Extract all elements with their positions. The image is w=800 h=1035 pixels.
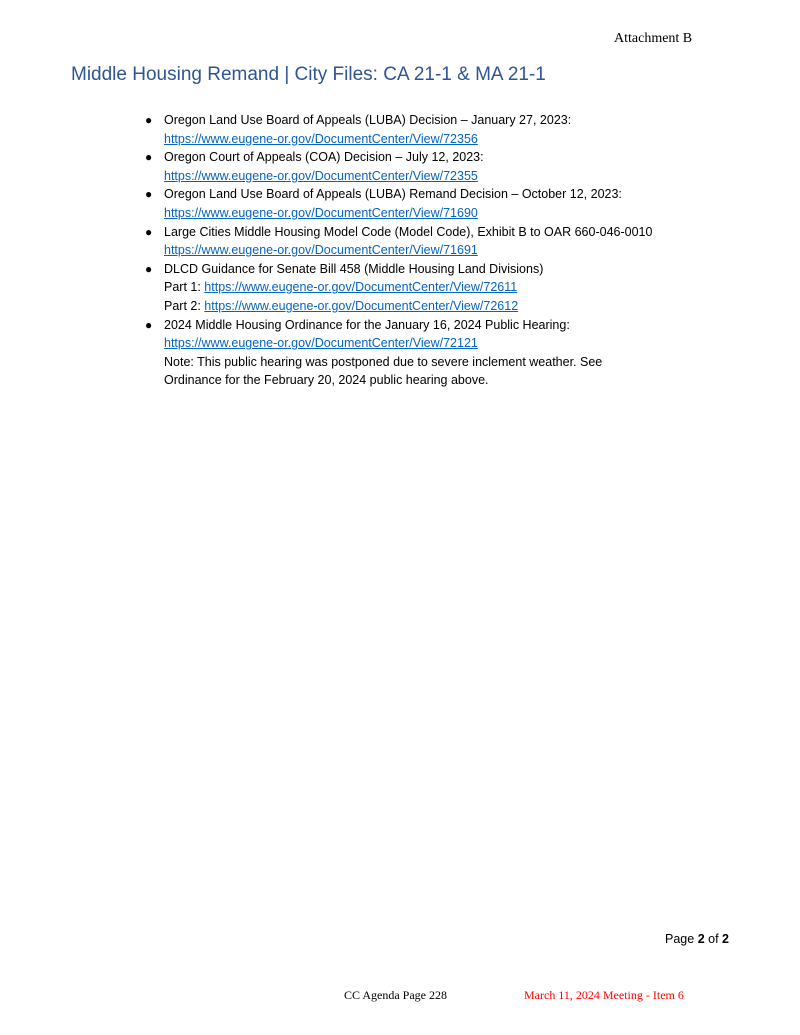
document-title: Middle Housing Remand | City Files: CA 21-1 & MA 21-1 [71,64,546,85]
reference-part-label: Part 2: [164,298,205,313]
list-item [143,185,783,222]
reference-link[interactable]: https://www.eugene-or.gov/DocumentCenter/View/72355 [164,168,478,183]
reference-link[interactable]: https://www.eugene-or.gov/DocumentCenter/View/72356 [164,131,478,146]
reference-text: 2024 Middle Housing Ordinance for the January 16, 2024 Public Hearing: [164,317,570,332]
reference-line [164,241,783,260]
reference-text: Oregon Land Use Board of Appeals (LUBA) Decision – January 27, 2023: [164,113,572,127]
bullet-icon: ● [145,261,153,276]
reference-text: DLCD Guidance for Senate Bill 458 (Middle Housing Land Divisions) [164,261,544,276]
reference-line [164,148,783,167]
reference-line [164,371,783,390]
reference-text: Oregon Land Use Board of Appeals (LUBA) Remand Decision – October 12, 2023: [164,187,622,202]
footer-agenda-page: CC Agenda Page 228 [344,988,447,1002]
page-label: Page [665,932,695,946]
list-item [143,148,783,185]
reference-link[interactable]: https://www.eugene-or.gov/DocumentCenter/View/71691 [164,243,478,258]
page-of: of [708,932,719,946]
bullet-icon: ● [145,113,153,127]
list-item [143,316,783,390]
bullet-icon: ● [145,187,153,202]
bullet-icon: ● [145,150,153,165]
reference-line [164,278,783,297]
reference-link[interactable]: https://www.eugene-or.gov/DocumentCenter/View/72612 [204,298,519,313]
reference-line [164,297,783,316]
reference-text: Oregon Court of Appeals (COA) Decision – July 12, 2023: [164,150,484,165]
reference-text: Large Cities Middle Housing Model Code (Model Code), Exhibit B to OAR 660-046-0010 [164,224,653,239]
reference-line [164,260,783,279]
reference-line [164,204,783,223]
reference-line [164,130,783,149]
page-number [665,932,729,946]
reference-text: Ordinance for the February 20, 2024 public hearing above. [164,373,489,388]
reference-line [164,167,783,186]
list-item [143,223,783,260]
reference-part-label: Part 1: [164,280,205,295]
reference-link[interactable]: https://www.eugene-or.gov/DocumentCenter/View/72611 [204,280,518,295]
reference-link[interactable]: https://www.eugene-or.gov/DocumentCenter/View/72121 [164,336,478,351]
bullet-icon: ● [145,224,153,239]
reference-line [164,185,783,204]
page-current: 2 [697,932,705,946]
footer-meeting-item: March 11, 2024 Meeting - Item 6 [524,988,684,1002]
bullet-icon: ● [145,317,153,332]
reference-line [164,111,783,130]
list-item [143,111,783,148]
reference-line [164,223,783,242]
page-total: 2 [722,932,729,946]
reference-line [164,353,783,372]
reference-link[interactable]: https://www.eugene-or.gov/DocumentCenter/View/71690 [164,205,478,220]
reference-line [164,334,783,353]
list-item [143,260,783,316]
reference-line [164,316,783,335]
attachment-label: Attachment B [614,31,693,46]
reference-text: Note: This public hearing was postponed due to severe inclement weather. See [164,354,603,369]
reference-list [143,111,783,390]
